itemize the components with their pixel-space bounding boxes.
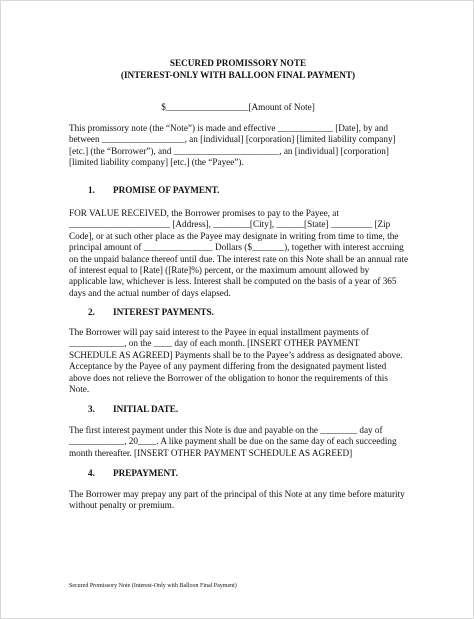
amount-of-note-line: $__________________[Amount of Note] xyxy=(161,102,315,112)
section-number: 4. xyxy=(88,468,95,478)
section-body-prepayment: The Borrower may prepay any part of the principal of this Note at any time before maturity without penalty or premium. xyxy=(69,489,405,511)
section-number: 3. xyxy=(88,404,95,414)
document-title: SECURED PROMISSORY NOTE xyxy=(169,58,307,68)
page-footer: Secured Promissory Note (Interest-Only with Balloon Final Payment) xyxy=(69,583,237,589)
section-body-initial-date: The first interest payment under this Note is due and payable on the ________ day of ____________, 20____. A like payment shall be due on the same day of each succeeding month thereafter. [INSERT OTHER PAYMENT SCHEDULE AS AGREED] xyxy=(69,425,397,458)
intro-paragraph: This promissory note (the “Note”) is made and effective ____________ [Date], by and between __________________, an [individual] [corporation] [limited liability company] [etc.] (the “Borrower”), and _______________________, an [individual] [corporation] [limited liability company] [etc.] (the “Payee”). xyxy=(69,123,396,168)
section-title: INTEREST PAYMENTS. xyxy=(113,307,214,317)
section-body-interest-payments: The Borrower will pay said interest to the Payee in equal installment payments of ____________, on the ____ day of each month. [INSERT OTHER PAYMENT SCHEDULE AS AGREED] Payments shall be to the Payee’s address as designated above. Acceptance by the Payee of any payment differing from the designated payment listed above does not relieve the Borrower of the obligation to honor the requirements of this Note. xyxy=(69,327,403,395)
section-title: INITIAL DATE. xyxy=(113,404,179,414)
document-subtitle: (INTEREST-ONLY WITH BALLOON FINAL PAYMENT) xyxy=(120,70,356,80)
section-heading-promise-of-payment xyxy=(88,185,219,196)
section-heading-interest-payments xyxy=(88,307,214,318)
section-heading-prepayment xyxy=(88,468,178,479)
section-number: 1. xyxy=(88,185,95,195)
section-title: PREPAYMENT. xyxy=(113,468,178,478)
section-heading-initial-date xyxy=(88,404,178,415)
section-title: PROMISE OF PAYMENT. xyxy=(113,185,220,195)
section-body-promise-of-payment: FOR VALUE RECEIVED, the Borrower promises to pay to the Payee, at ______________________ [Address], ________[City], ______[State] _________ [Zip Code], or at such other place as the Payee may designate in writing from time to time, the principal amount of _______________ Dollars ($_______), together with interest accruing on the unpaid balance thereof until due. The interest rate on this Note shall be an annual rate of interest equal to [Rate] ([Rate]%) percent, or the maximum amount allowed by applicable law, whichever is less. Interest shall be computed on the basis of a year of 365 days and the actual number of days elapsed. xyxy=(69,208,409,298)
section-number: 2. xyxy=(88,307,95,317)
